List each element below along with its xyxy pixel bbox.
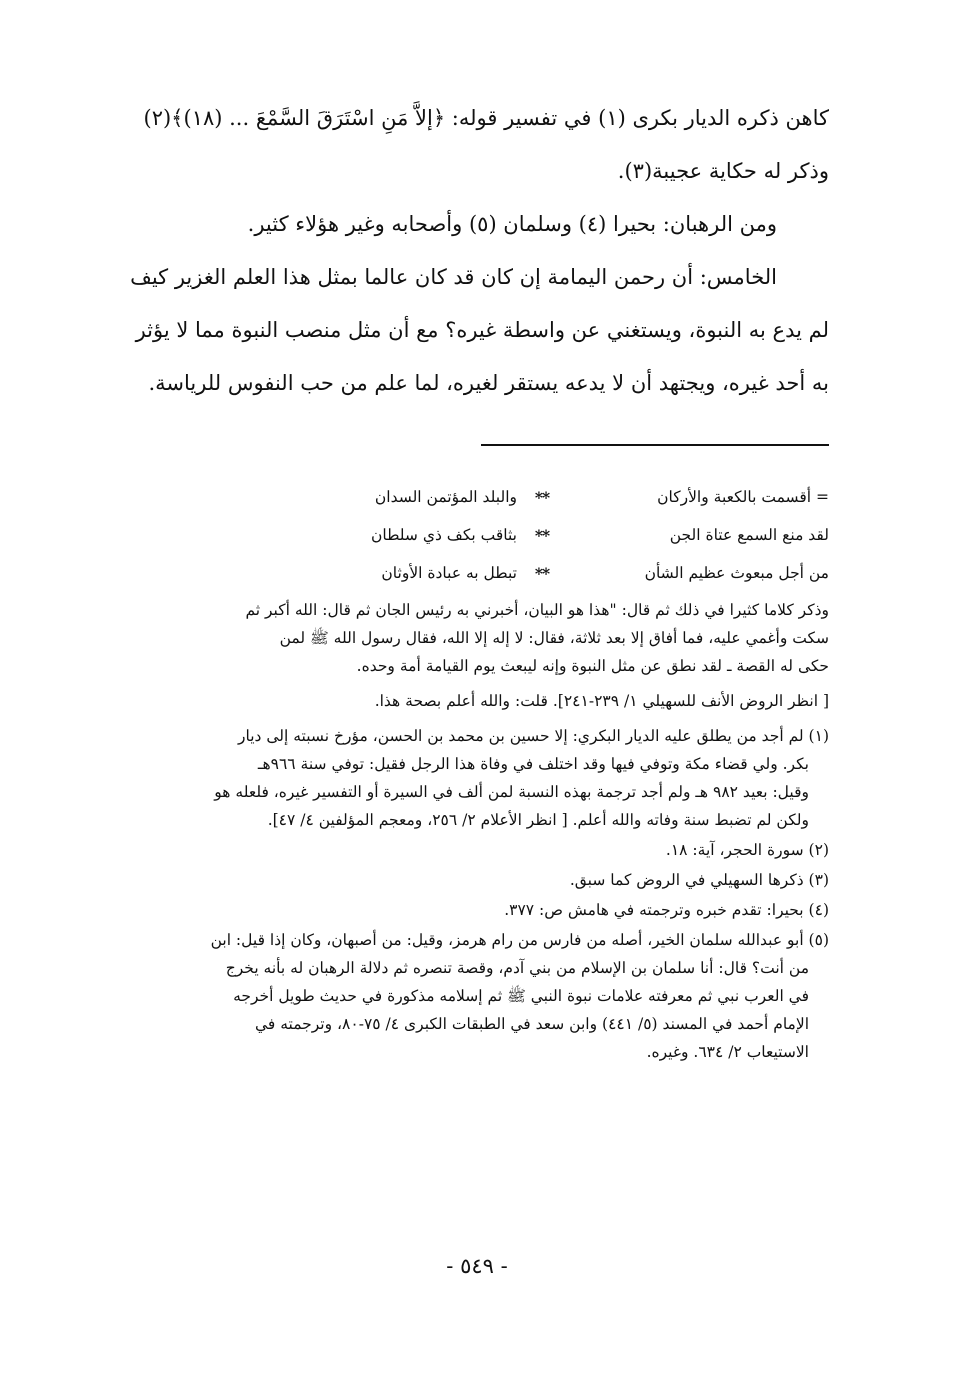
- story-line: حكى له القصة ـ لقد نطق عن مثل النبوة وإنه ليبعث يوم القيامة أمة وحده.: [356, 657, 829, 675]
- main-text-line: كاهن ذكره الديار بكرى (١) في تفسير قوله: ﴿إلاَّ مَنِ اسْتَرَقَ السَّمْعَ ... (١٨)﴾(٢): [143, 106, 829, 130]
- footnote-line: الاستيعاب ٢/ ٦٣٤. وغيره.: [646, 1043, 809, 1061]
- footnote-line: من أنت؟ قال: أنا سلمان بن الإسلام من بني آدم، وقصة تنصره ثم دلالة الرهبان له بأنه يخرج: [225, 959, 809, 977]
- footnote-line: (٣) ذكرها السهيلي في الروض كما سبق.: [569, 871, 829, 889]
- verse-first-hemistich: لقد منع السمع عتاة الجن: [669, 526, 829, 544]
- verse-separator: **: [534, 563, 550, 583]
- footnote-line: (٤) بحيرا: تقدم خبره وترجمته في هامش ص: ٣٧٧.: [504, 901, 829, 919]
- verse-first-hemistich: من أجل مبعوث عظيم الشأن: [644, 564, 829, 582]
- poem-verse: [124, 516, 829, 554]
- story-reference: [ انظر الروض الأنف للسهيلي ١/ ٢٣٩-٢٤١]. قلت: والله أعلم بصحة هذا.: [374, 692, 829, 710]
- story-line: سكت وأغمي عليه، فما أفاق إلا بعد ثلاثة، فقال: لا إله إلا الله، فقال رسول الله ﷺ لمن: [279, 629, 829, 647]
- poem-verse: [124, 554, 829, 592]
- footnote-line: وقيل: بعيد ٩٨٢ هـ ولم أجد ترجمة بهذه النسبة لمن ألف في السيرة أو التفسير غيره، فلعله هو: [214, 783, 809, 801]
- main-text: [124, 92, 829, 410]
- footnote-4: [124, 896, 829, 924]
- page-number: - ٥٤٩ -: [446, 1254, 508, 1278]
- main-text-line: وذكر له حكاية عجيبة(٣).: [617, 159, 829, 183]
- footnote-line: (٥) أبو عبدالله سلمان الخير، أصله من فارس من رام هرمز، وقيل: من أصبهان، وكان إذا قيل: ابن: [210, 931, 829, 949]
- verse-second-hemistich: بثاقب بكف ذي سلطان: [370, 526, 517, 544]
- verse-separator: **: [534, 525, 550, 545]
- footnote-line: (١) لم أجد من يطلق عليه الديار البكري: إلا حسين بن محمد بن الحسن، مؤرخ نسبته إلى ديار: [238, 727, 829, 745]
- story-line: وذكر كلاما كثيرا في ذلك ثم قال: "هذا هو البيان، أخبرني به رئيس الجان ثم قال: الله أكبر ثم: [245, 601, 829, 619]
- story-paragraph: [124, 596, 829, 680]
- footnote-3: [124, 866, 829, 894]
- verse-separator: **: [534, 487, 550, 507]
- footnote-5: [124, 926, 829, 1066]
- footnote-line: ولكن لم تضبط سنة وفاته والله أعلم. [ انظر الأعلام ٢/ ٢٥٦، ومعجم المؤلفين ٤/ ٤٧].: [267, 811, 809, 829]
- footnote-line: في العرب نبي ثم معرفته علامات نبوة النبي ﷺ ثم إسلامه مذكورة في حديث طويل أخرجه: [233, 987, 809, 1005]
- footnote-2: [124, 836, 829, 864]
- main-text-line: ومن الرهبان: بحيرا (٤) وسلمان (٥) وأصحابه وغير هؤلاء كثير.: [247, 212, 777, 236]
- footnote-separator: [481, 444, 829, 446]
- main-text-line: لم يدع به النبوة، ويستغني عن واسطة غيره؟ مع أن مثل منصب النبوة مما لا يؤثر: [135, 318, 829, 342]
- footnote-line: بكر. ولي قضاء مكة وتوفي فيها وقد اختلف في وفاة هذا الرجل فقيل: توفي سنة ٩٦٦هـ: [257, 755, 809, 773]
- footnotes: [124, 478, 829, 1068]
- poem-verse: [124, 478, 829, 516]
- verse-second-hemistich: والبلد المؤتمن السدان: [374, 488, 517, 506]
- verse-second-hemistich: تبطل به عبادة الأوثان: [381, 564, 517, 582]
- footnote-line: الإمام أحمد في المسند (٥/ ٤٤١) وابن سعد في الطبقات الكبرى ٤/ ٧٥-٨٠، وترجمته في: [254, 1015, 809, 1033]
- verse-first-hemistich: = أقسمت بالكعبة والأركان: [657, 488, 829, 506]
- main-text-line: به أحد غيره، ويجتهد أن لا يدعه يستقر لغيره، لما علم من حب النفوس للرياسة.: [148, 371, 829, 395]
- footnote-line: (٢) سورة الحجر، آية: ١٨.: [665, 841, 829, 859]
- footnote-1: [124, 722, 829, 834]
- main-text-line: الخامس: أن رحمن اليمامة إن كان قد كان عالما بمثل هذا العلم الغزير كيف: [130, 265, 777, 289]
